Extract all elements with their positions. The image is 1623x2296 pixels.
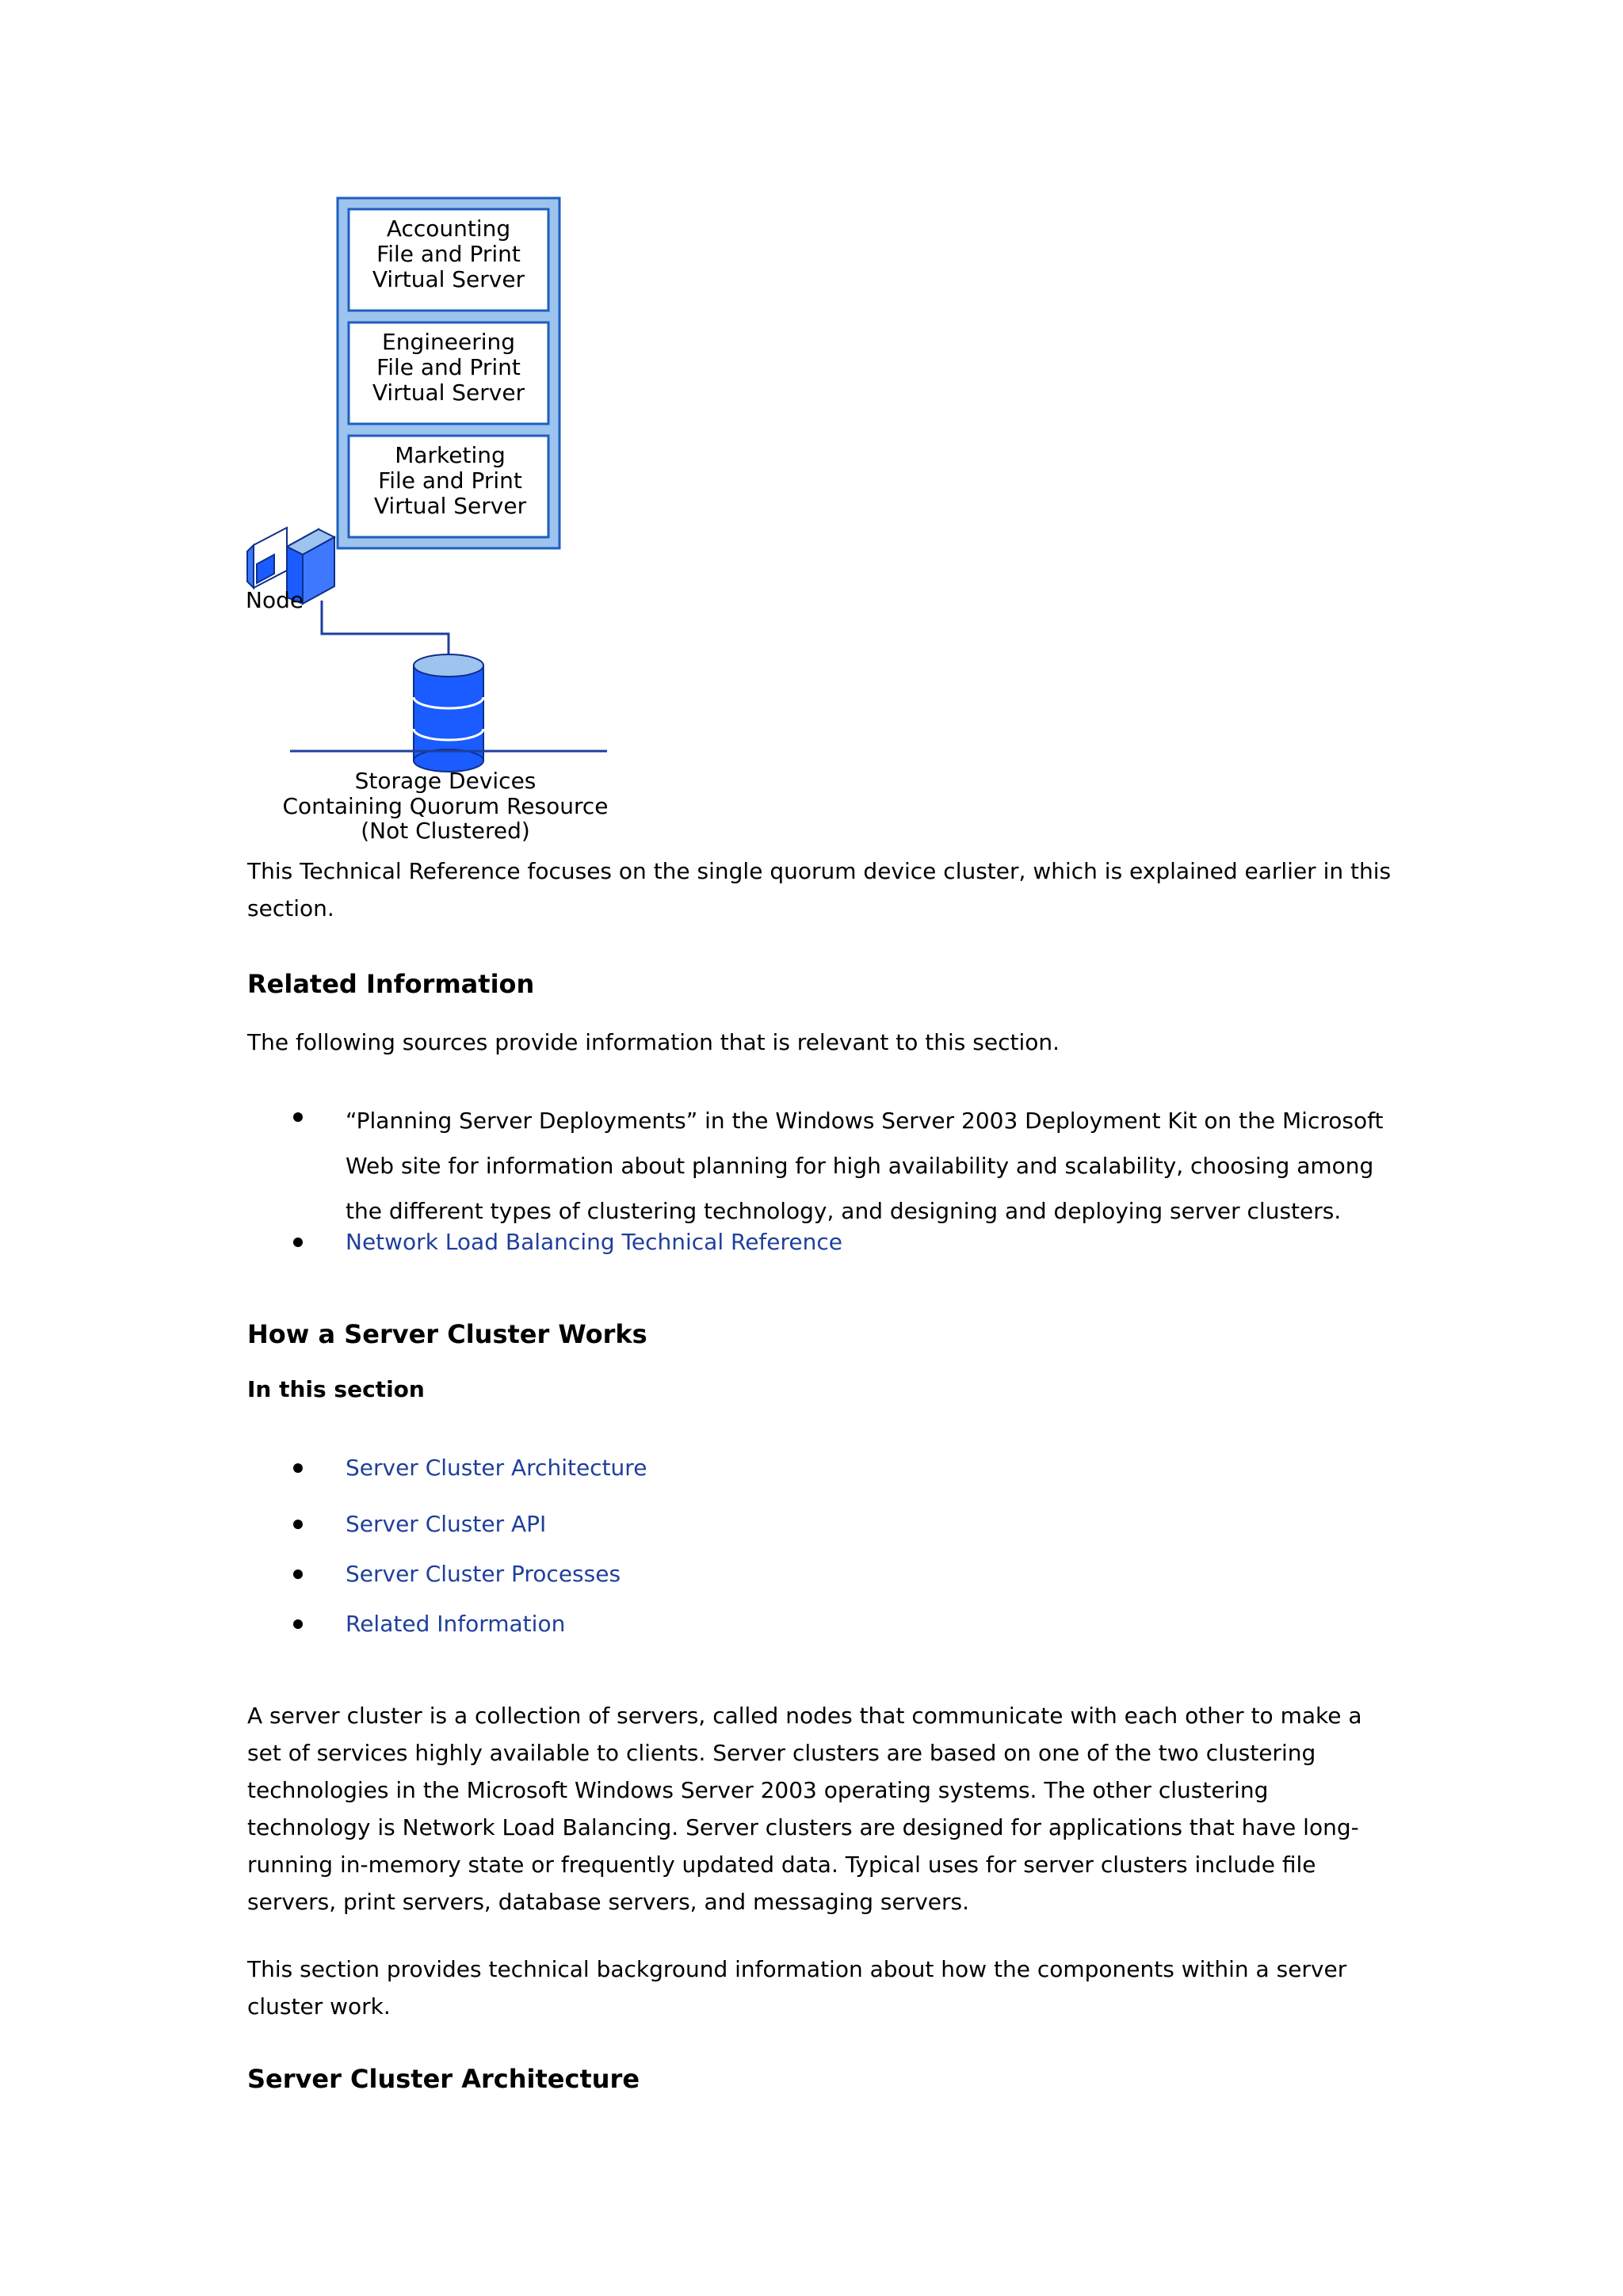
related-information-heading: Related Information xyxy=(247,969,535,999)
server-label-0-1: File and Print xyxy=(376,241,521,267)
bullet-icon xyxy=(293,1238,303,1247)
how-server-cluster-works-heading: How a Server Cluster Works xyxy=(247,1319,647,1349)
storage-label-1: Containing Quorum Resource xyxy=(282,793,609,819)
bullet-icon xyxy=(293,1619,303,1629)
server-cluster-architecture-heading: Server Cluster Architecture xyxy=(247,2064,640,2094)
bullet-icon xyxy=(293,1569,303,1579)
server-cluster-description: A server cluster is a collection of servers, called nodes that communicate with each other to make a set of services highly available to clients. Server clusters are based on one of the two clustering technologies in the Microsoft Windows Server 2003 operating systems. The other clustering technology is Network Load Balancing. Server clusters are designed for applications that have long-running in-memory state or frequently updated data. Typical uses for server clusters include file servers, print servers, database servers, and messaging servers. xyxy=(247,1703,1362,1915)
server-cluster-processes-link[interactable]: Server Cluster Processes xyxy=(346,1561,621,1587)
storage-label-2: (Not Clustered) xyxy=(361,818,530,844)
related-information-link[interactable]: Related Information xyxy=(346,1611,566,1637)
node-storage-connector xyxy=(322,601,449,659)
in-this-section-heading: In this section xyxy=(247,1376,425,1402)
server-label-2-1: File and Print xyxy=(378,467,522,494)
server-label-0-0: Accounting xyxy=(386,215,511,242)
related-item-planning-text: “Planning Server Deployments” in the Windows Server 2003 Deployment Kit on the Microsoft Web site for information about planning for high availability and scalability, choosing among the different types of clustering technology, and designing and deploying server clusters. xyxy=(346,1108,1384,1224)
server-cluster-architecture-link[interactable]: Server Cluster Architecture xyxy=(346,1455,647,1481)
bullet-icon xyxy=(293,1463,303,1473)
storage-label-0: Storage Devices xyxy=(354,768,537,794)
server-label-2-2: Virtual Server xyxy=(373,493,527,519)
cluster-diagram xyxy=(238,190,618,848)
server-cluster-api-link[interactable]: Server Cluster API xyxy=(346,1511,547,1537)
server-label-1-1: File and Print xyxy=(376,354,521,380)
server-label-1-2: Virtual Server xyxy=(372,379,525,406)
node-label: Node xyxy=(246,587,304,613)
bullet-icon xyxy=(293,1112,303,1122)
storage-disk-icon xyxy=(414,654,483,772)
related-information-intro: The following sources provide information that is relevant to this section. xyxy=(247,1029,1060,1055)
intro-paragraph: This Technical Reference focuses on the single quorum device cluster, which is explained earlier in this section. xyxy=(247,858,1392,921)
nlb-technical-reference-link[interactable]: Network Load Balancing Technical Reference xyxy=(346,1229,842,1255)
server-label-0-2: Virtual Server xyxy=(372,266,525,292)
server-label-2-0: Marketing xyxy=(395,442,506,468)
cluster-diagram-svg xyxy=(238,190,618,848)
server-label-1-0: Engineering xyxy=(382,329,515,355)
section-overview-paragraph: This section provides technical background information about how the components within a server cluster work. xyxy=(247,1956,1347,2019)
bullet-icon xyxy=(293,1520,303,1529)
